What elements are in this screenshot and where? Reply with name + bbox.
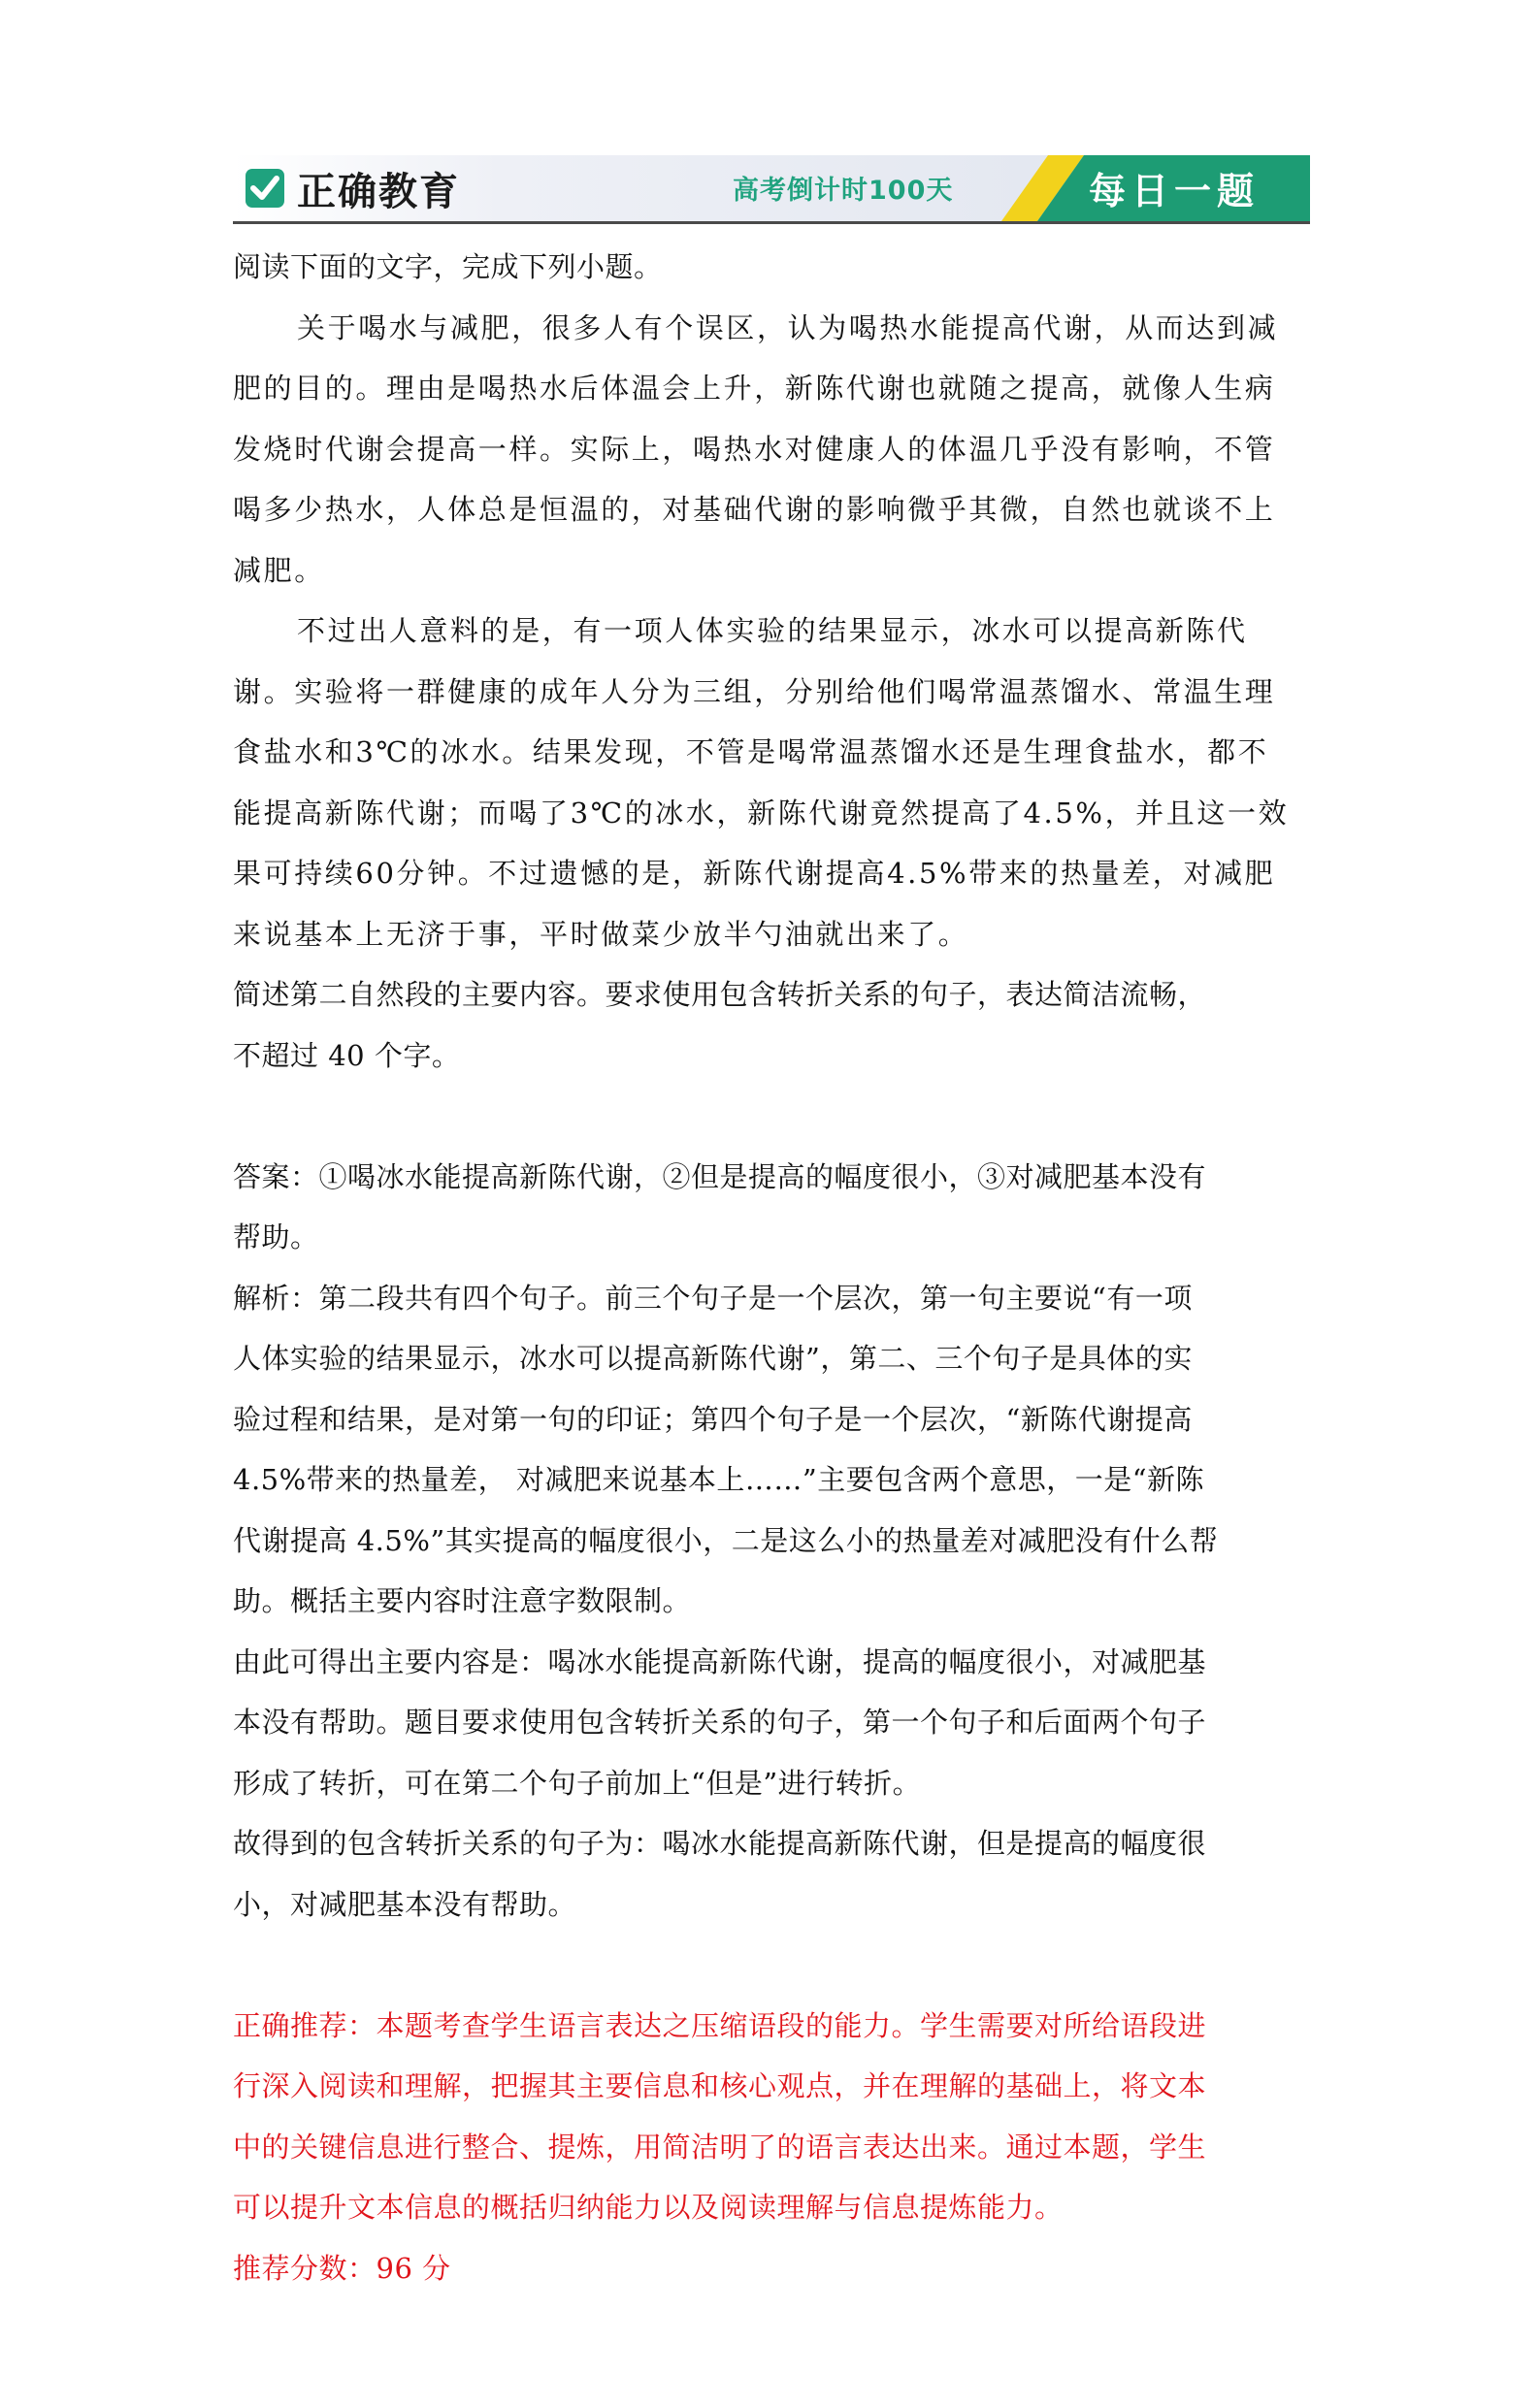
recommendation-line: 正确推荐：本题考查学生语言表达之压缩语段的能力。学生需要对所给语段进 [233, 2008, 1207, 2042]
answer-line: 帮助。 [233, 1220, 319, 1253]
passage-line: 果可持续60分钟。不过遗憾的是，新陈代谢提高4.5%带来的热量差，对减肥 [233, 857, 1276, 890]
spacer [233, 1935, 1300, 1996]
analysis-line: 4.5%带来的热量差， 对减肥来说基本上……”主要包含两个意思，一是“新陈 [233, 1463, 1205, 1496]
brand-name: 正确教育 [297, 169, 460, 214]
passage-line: 喝多少热水，人体总是恒温的，对基础代谢的影响微乎其微，自然也就谈不上 [233, 493, 1276, 526]
analysis-line: 本没有帮助。题目要求使用包含转折关系的句子，第一个句子和后面两个句子 [233, 1706, 1207, 1739]
exam-countdown: 高考倒计时100天 [733, 176, 954, 206]
passage-line: 关于喝水与减肥，很多人有个误区，认为喝热水能提高代谢，从而达到减 [297, 310, 1279, 344]
answer-line: 答案：①喝冰水能提高新陈代谢，②但是提高的幅度很小，③对减肥基本没有 [233, 1159, 1207, 1193]
analysis-line: 代谢提高 4.5%”其实提高的幅度很小，二是这么小的热量差对减肥没有什么帮 [233, 1523, 1219, 1557]
question-prompt-line: 不超过 40 个字。 [233, 1038, 461, 1072]
header-banner [233, 155, 1310, 224]
checkmark-icon [245, 168, 285, 209]
passage-line: 能提高新陈代谢；而喝了3℃的冰水，新陈代谢竟然提高了4.5%，并且这一效 [233, 796, 1290, 830]
analysis-line: 形成了转折，可在第二个句子前加上“但是”进行转折。 [233, 1766, 922, 1800]
brand-logo [245, 163, 460, 213]
passage-line: 来说基本上无济于事，平时做菜少放半勺油就出来了。 [233, 917, 969, 951]
analysis-line: 助。概括主要内容时注意字数限制。 [233, 1584, 692, 1617]
analysis-line: 由此可得出主要内容是：喝冰水能提高新陈代谢，提高的幅度很小，对减肥基 [233, 1644, 1207, 1678]
recommendation-score: 推荐分数：96 分 [233, 2251, 451, 2285]
reading-passage [233, 298, 1300, 965]
passage-line: 谢。实验将一群健康的成年人分为三组，分别给他们喝常温蒸馏水、常温生理 [233, 674, 1276, 708]
passage-line: 不过出人意料的是，有一项人体实验的结果显示，冰水可以提高新陈代 [297, 614, 1248, 647]
recommendation-line: 行深入阅读和理解，把握其主要信息和核心观点，并在理解的基础上，将文本 [233, 2069, 1207, 2102]
recommendation-line: 中的关键信息进行整合、提炼，用简洁明了的语言表达出来。通过本题，学生 [233, 2130, 1207, 2164]
question-prompt-line: 简述第二自然段的主要内容。要求使用包含转折关系的句子，表达简洁流畅， [233, 978, 1207, 1011]
question-intro: 阅读下面的文字，完成下列小题。 [233, 250, 663, 283]
analysis-line: 故得到的包含转折关系的句子为：喝冰水能提高新陈代谢，但是提高的幅度很 [233, 1827, 1207, 1860]
analysis-line: 验过程和结果，是对第一句的印证；第四个句子是一个层次，“新陈代谢提高 [233, 1402, 1193, 1436]
spacer [233, 1086, 1300, 1147]
passage-line: 发烧时代谢会提高一样。实际上，喝热水对健康人的体温几乎没有影响，不管 [233, 432, 1276, 466]
passage-line: 减肥。 [233, 553, 325, 587]
analysis-line: 小，对减肥基本没有帮助。 [233, 1887, 577, 1921]
analysis-line: 人体实验的结果显示，冰水可以提高新陈代谢”，第二、三个句子是具体的实 [233, 1342, 1193, 1375]
recommendation-line: 可以提升文本信息的概括归纳能力以及阅读理解与信息提炼能力。 [233, 2191, 1064, 2224]
passage-line: 食盐水和3℃的冰水。结果发现，不管是喝常温蒸馏水还是生理食盐水，都不 [233, 735, 1269, 768]
daily-question-label: 每日一题 [1089, 170, 1261, 212]
analysis-line: 解析：第二段共有四个句子。前三个句子是一个层次，第一句主要说“有一项 [233, 1281, 1193, 1315]
passage-line: 肥的目的。理由是喝热水后体温会上升，新陈代谢也就随之提高，就像人生病 [233, 372, 1276, 405]
document-body [233, 237, 1300, 2298]
